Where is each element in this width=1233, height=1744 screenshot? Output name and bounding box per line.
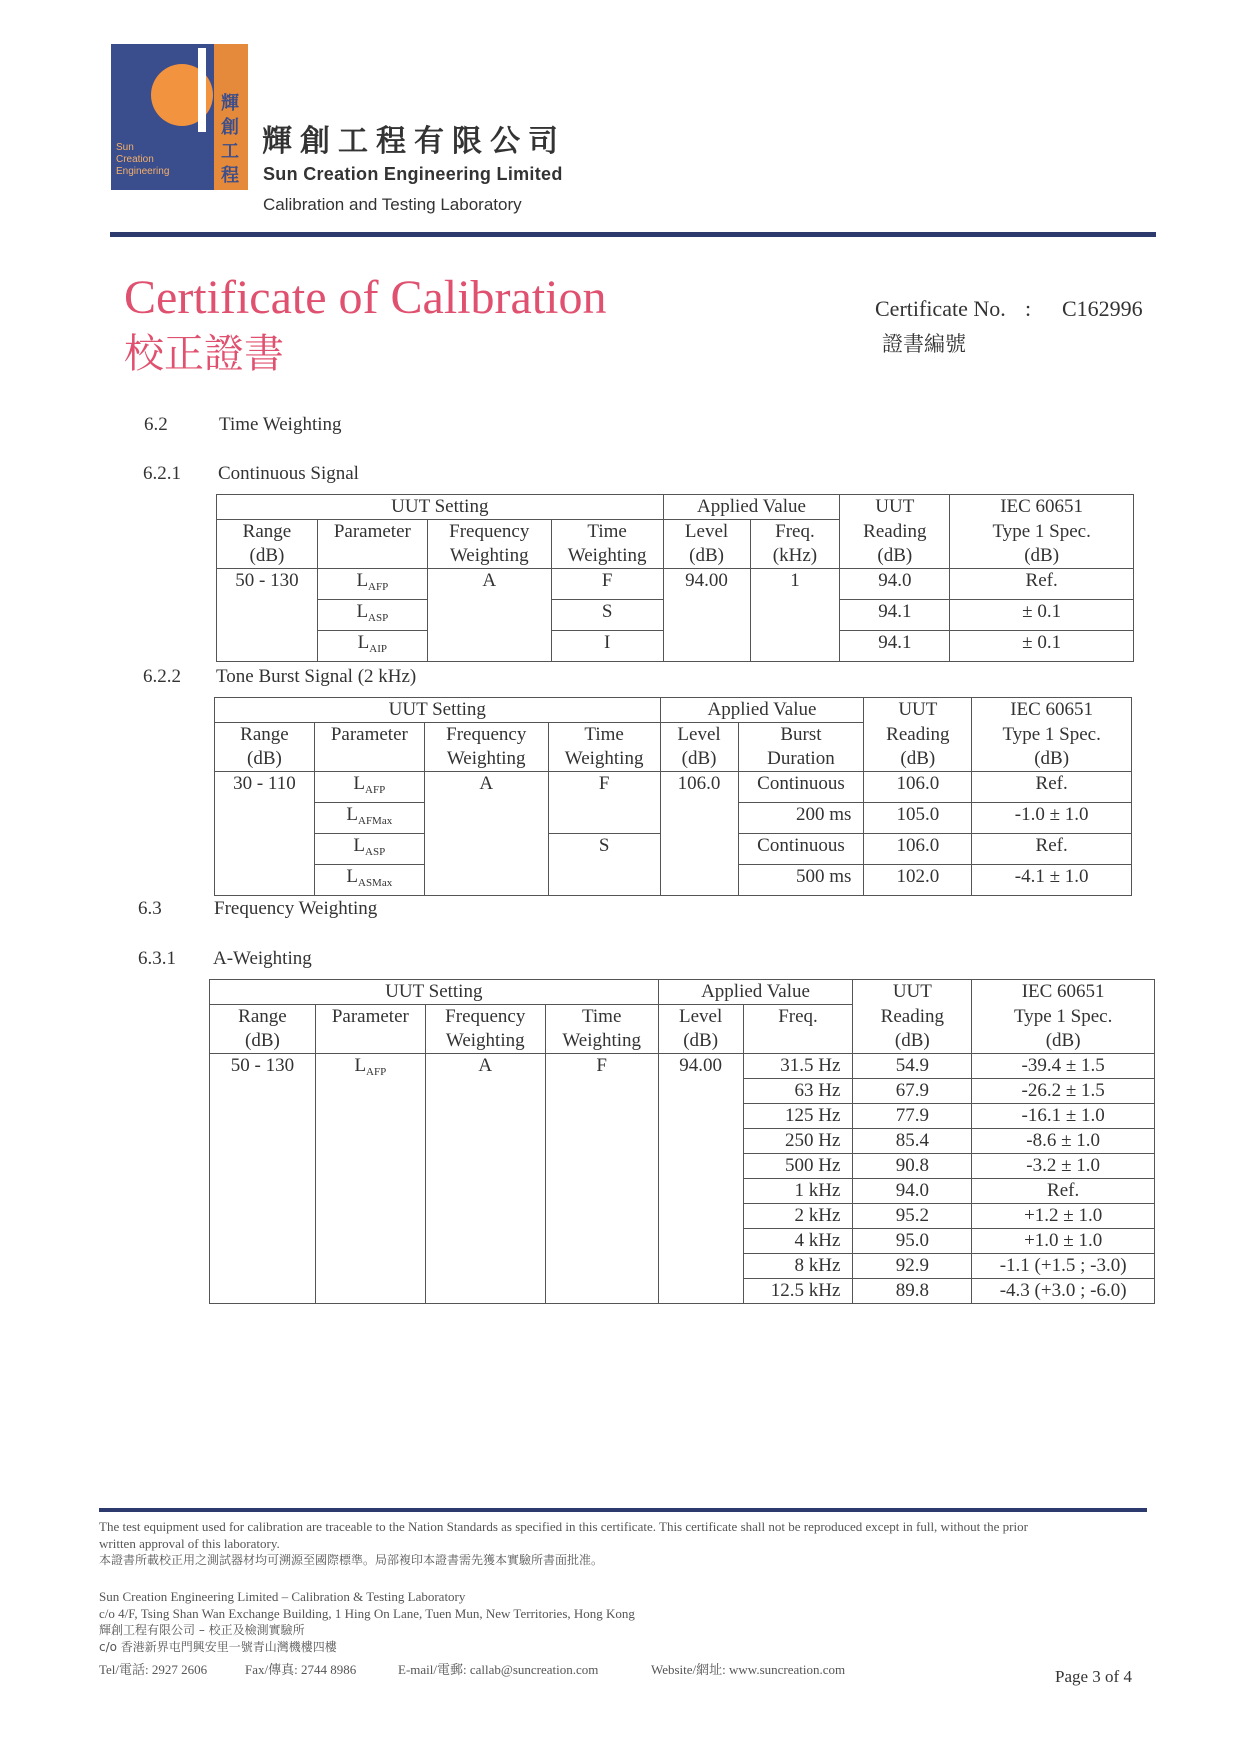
weighting-label: Weighting xyxy=(567,545,647,566)
footer-fax: Fax/傳真: 2744 8986 xyxy=(245,1662,357,1677)
db-label: (dB) xyxy=(247,748,282,769)
address-line-cn: 輝創工程有限公司 – 校正及檢測實驗所 xyxy=(99,1623,305,1637)
param-symbol: L xyxy=(356,570,369,591)
reading-value: 89.8 xyxy=(853,1279,972,1304)
weighting-label: Weighting xyxy=(445,1030,525,1051)
frequency-weighting-value: A xyxy=(424,772,548,896)
khz-label: (kHz) xyxy=(772,545,818,566)
section-number: 6.2.1 xyxy=(143,463,181,484)
page-number: Page 3 of 4 xyxy=(1055,1667,1132,1686)
time-label: Time xyxy=(587,521,627,542)
param-subscript: AFP xyxy=(365,784,386,796)
header-time-weighting xyxy=(548,723,660,772)
reading-value: 90.8 xyxy=(853,1154,972,1179)
burst-value: Continuous xyxy=(738,834,864,865)
level-value: 94.00 xyxy=(663,569,750,662)
header-time-weighting xyxy=(545,1005,658,1054)
level-value: 94.00 xyxy=(658,1054,743,1304)
frequency-label: Frequency xyxy=(445,1006,526,1027)
header-uut: UUT xyxy=(864,698,972,723)
certificate-no-value: C162996 xyxy=(1062,296,1143,321)
spec-value: Ref. xyxy=(972,1179,1155,1204)
freq-value: 63 Hz xyxy=(743,1079,853,1104)
db-label: (dB) xyxy=(894,1029,930,1051)
header-divider xyxy=(110,232,1156,237)
freq-value: 500 Hz xyxy=(743,1154,853,1179)
time-weighting-value: S xyxy=(551,600,663,631)
company-name-en: Sun Creation Engineering Limited xyxy=(263,164,563,184)
spec-value: +1.0 ± 1.0 xyxy=(972,1229,1155,1254)
header-burst-duration xyxy=(738,723,864,772)
header-frequency-weighting xyxy=(427,520,551,569)
freq-label: Freq. xyxy=(775,521,815,542)
db-label: (dB) xyxy=(689,545,724,566)
a-weighting-table xyxy=(209,979,1155,1304)
parameter-value xyxy=(314,865,424,896)
reading-value: 92.9 xyxy=(853,1254,972,1279)
header-range xyxy=(210,1005,316,1054)
param-symbol: L xyxy=(357,632,370,653)
reading-value: 106.0 xyxy=(864,834,972,865)
reading-label: Reading xyxy=(863,520,927,542)
header-applied-value: Applied Value xyxy=(663,495,840,520)
spec-value: -39.4 ± 1.5 xyxy=(972,1054,1155,1079)
section-number: 6.3.1 xyxy=(138,948,176,969)
header-reading xyxy=(864,723,972,772)
header-applied-value: Applied Value xyxy=(660,698,864,723)
level-value: 106.0 xyxy=(660,772,738,896)
parameter-label: Parameter xyxy=(330,724,408,745)
freq-label: Freq. xyxy=(778,1006,818,1027)
duration-label: Duration xyxy=(767,748,835,769)
spec-value: +1.2 ± 1.0 xyxy=(972,1204,1155,1229)
reading-value: 95.0 xyxy=(853,1229,972,1254)
address-line-cn: c/o 香港新界屯門興安里一號青山灣機樓四樓 xyxy=(99,1640,337,1654)
header-uut: UUT xyxy=(840,495,950,520)
burst-label: Burst xyxy=(780,724,822,745)
db-label: (dB) xyxy=(1034,747,1070,769)
freq-value: 125 Hz xyxy=(743,1104,853,1129)
continuous-signal-table xyxy=(216,494,1134,662)
header-applied-value: Applied Value xyxy=(658,980,853,1005)
header-freq xyxy=(750,520,840,569)
header-uut-setting: UUT Setting xyxy=(217,495,664,520)
freq-value: 4 kHz xyxy=(743,1229,853,1254)
header-uut-setting: UUT Setting xyxy=(215,698,661,723)
param-symbol: L xyxy=(353,835,366,856)
header-spec xyxy=(972,1005,1155,1054)
reading-value: 67.9 xyxy=(853,1079,972,1104)
spec-value: -1.1 (+1.5 ; -3.0) xyxy=(972,1254,1155,1279)
reading-value: 105.0 xyxy=(864,803,972,834)
burst-value: Continuous xyxy=(738,772,864,803)
header-level xyxy=(663,520,750,569)
header-uut: UUT xyxy=(853,980,972,1005)
logo-text-cn: 輝創工程 xyxy=(221,93,239,186)
section-heading: Frequency Weighting xyxy=(214,898,378,919)
param-symbol: L xyxy=(346,866,358,887)
certificate-title-en: Certificate of Calibration xyxy=(124,271,607,324)
param-subscript: ASP xyxy=(365,846,386,858)
db-label: (dB) xyxy=(683,1030,719,1051)
param-subscript: AFMax xyxy=(358,815,393,827)
header-freq xyxy=(743,1005,853,1054)
freq-value: 8 kHz xyxy=(743,1254,853,1279)
db-label: (dB) xyxy=(877,544,913,566)
param-subscript: ASP xyxy=(368,612,389,624)
type1-label: Type 1 Spec. xyxy=(992,520,1091,542)
freq-value: 31.5 Hz xyxy=(743,1054,853,1079)
disclaimer-line: The test equipment used for calibration are traceable to the Nation Standards as specified in this certificate. This certificate shall not be reproduced except in full, without the prior xyxy=(99,1519,1028,1534)
reading-value: 85.4 xyxy=(853,1129,972,1154)
freq-value: 1 xyxy=(750,569,840,662)
parameter-label: Parameter xyxy=(333,521,411,542)
logo-en-line: Sun xyxy=(116,142,134,153)
reading-value: 94.1 xyxy=(840,631,950,662)
reading-label: Reading xyxy=(880,1005,944,1027)
logo-en-line: Engineering xyxy=(116,166,170,177)
range-label: Range xyxy=(238,1006,287,1027)
parameter-value xyxy=(317,569,427,600)
parameter-value xyxy=(317,631,427,662)
section-heading: Continuous Signal xyxy=(218,463,359,484)
range-value: 50 - 130 xyxy=(217,569,318,662)
header-spec xyxy=(972,723,1132,772)
freq-value: 250 Hz xyxy=(743,1129,853,1154)
level-label: Level xyxy=(684,521,729,542)
spec-value: Ref. xyxy=(972,772,1132,803)
freq-value: 1 kHz xyxy=(743,1179,853,1204)
param-subscript: AFP xyxy=(366,1066,387,1078)
section-number: 6.3 xyxy=(138,898,162,919)
time-weighting-value: F xyxy=(545,1054,658,1304)
header-level xyxy=(658,1005,743,1054)
header-level xyxy=(660,723,738,772)
spec-value: ± 0.1 xyxy=(950,600,1134,631)
header-iec: IEC 60651 xyxy=(972,980,1155,1005)
param-symbol: L xyxy=(354,1055,367,1076)
time-label: Time xyxy=(584,724,624,745)
header-parameter xyxy=(315,1005,425,1054)
tone-burst-table xyxy=(214,697,1132,896)
type1-label: Type 1 Spec. xyxy=(1002,723,1101,745)
footer-website[interactable]: Website/網址: www.suncreation.com xyxy=(651,1662,846,1677)
certificate-no-colon: : xyxy=(1025,296,1032,321)
reading-value: 102.0 xyxy=(864,865,972,896)
certificate-no-label: Certificate No. xyxy=(875,296,1006,321)
db-label: (dB) xyxy=(249,545,285,566)
disclaimer-line: written approval of this laboratory. xyxy=(99,1536,280,1551)
parameter-value xyxy=(314,772,424,803)
parameter-value xyxy=(315,1054,425,1304)
header-range xyxy=(217,520,318,569)
type1-label: Type 1 Spec. xyxy=(1013,1005,1113,1027)
parameter-value xyxy=(314,803,424,834)
reading-value: 95.2 xyxy=(853,1204,972,1229)
header-uut-setting: UUT Setting xyxy=(210,980,659,1005)
address-line: c/o 4/F, Tsing Shan Wan Exchange Building, 1 Hing On Lane, Tuen Mun, New Territories, Hong Kong xyxy=(99,1606,635,1621)
parameter-value xyxy=(317,600,427,631)
spec-value: -3.2 ± 1.0 xyxy=(972,1154,1155,1179)
range-value: 30 - 110 xyxy=(215,772,315,896)
reading-value: 77.9 xyxy=(853,1104,972,1129)
header-reading xyxy=(840,520,950,569)
param-symbol: L xyxy=(356,601,369,622)
parameter-label: Parameter xyxy=(331,1006,409,1027)
spec-value: Ref. xyxy=(950,569,1134,600)
param-subscript: AFP xyxy=(368,581,389,593)
level-label: Level xyxy=(678,1006,723,1027)
frequency-label: Frequency xyxy=(446,724,527,745)
time-weighting-value: F xyxy=(551,569,663,600)
param-symbol: L xyxy=(346,804,358,825)
weighting-label: Weighting xyxy=(446,748,526,769)
spec-value: Ref. xyxy=(972,834,1132,865)
address-line: Sun Creation Engineering Limited – Calibration & Testing Laboratory xyxy=(99,1589,466,1604)
time-weighting-value: F xyxy=(548,772,660,834)
header-frequency-weighting xyxy=(425,1005,545,1054)
burst-value: 200 ms xyxy=(738,803,864,834)
freq-value: 2 kHz xyxy=(743,1204,853,1229)
spec-value: ± 0.1 xyxy=(950,631,1134,662)
header-reading xyxy=(853,1005,972,1054)
db-label: (dB) xyxy=(900,747,936,769)
burst-value: 500 ms xyxy=(738,865,864,896)
header-iec: IEC 60651 xyxy=(950,495,1134,520)
reading-value: 54.9 xyxy=(853,1054,972,1079)
logo-en-line: Creation xyxy=(116,154,154,165)
spec-value: -1.0 ± 1.0 xyxy=(972,803,1132,834)
section-heading: Time Weighting xyxy=(219,414,342,435)
db-label: (dB) xyxy=(1045,1029,1081,1051)
weighting-label: Weighting xyxy=(449,545,529,566)
spec-value: -26.2 ± 1.5 xyxy=(972,1079,1155,1104)
company-subtitle: Calibration and Testing Laboratory xyxy=(263,195,522,214)
spec-value: -16.1 ± 1.0 xyxy=(972,1104,1155,1129)
frequency-weighting-value: A xyxy=(427,569,551,662)
param-subscript: AIP xyxy=(369,643,387,655)
db-label: (dB) xyxy=(681,748,717,769)
certificate-no-label-cn: 證書編號 xyxy=(882,332,966,356)
reading-value: 94.1 xyxy=(840,600,950,631)
parameter-value xyxy=(314,834,424,865)
db-label: (dB) xyxy=(245,1030,280,1051)
range-value: 50 - 130 xyxy=(210,1054,316,1304)
header-iec: IEC 60651 xyxy=(972,698,1132,723)
freq-value: 12.5 kHz xyxy=(743,1279,853,1304)
weighting-label: Weighting xyxy=(564,748,644,769)
header-parameter xyxy=(314,723,424,772)
frequency-label: Frequency xyxy=(449,521,530,542)
footer-address xyxy=(99,1588,999,1656)
footer-email[interactable]: E-mail/電郵: callab@suncreation.com xyxy=(398,1662,599,1677)
section-number: 6.2.2 xyxy=(143,666,181,687)
company-name-cn: 輝創工程有限公司 xyxy=(262,124,566,159)
db-label: (dB) xyxy=(1024,544,1060,566)
footer-disclaimer xyxy=(99,1518,1149,1569)
frequency-weighting-value: A xyxy=(425,1054,545,1304)
param-subscript: ASMax xyxy=(358,877,393,889)
footer-tel: Tel/電話: 2927 2606 xyxy=(99,1662,208,1677)
section-number: 6.2 xyxy=(144,414,168,435)
reading-value: 106.0 xyxy=(864,772,972,803)
header-parameter xyxy=(317,520,427,569)
time-weighting-value: S xyxy=(548,834,660,896)
logo-bar xyxy=(198,48,206,132)
spec-value: -4.1 ± 1.0 xyxy=(972,865,1132,896)
section-heading: A-Weighting xyxy=(213,948,312,969)
footer-divider xyxy=(99,1508,1147,1512)
header-time-weighting xyxy=(551,520,663,569)
disclaimer-line-cn: 本證書所載校正用之測試器材均可溯源至國際標準。局部複印本證書需先獲本實驗所書面批准。 xyxy=(99,1553,604,1567)
reading-value: 94.0 xyxy=(853,1179,972,1204)
certificate-title-cn: 校正證書 xyxy=(124,331,284,377)
section-heading: Tone Burst Signal (2 kHz) xyxy=(216,666,417,687)
reading-value: 94.0 xyxy=(840,569,950,600)
time-label: Time xyxy=(581,1006,622,1027)
weighting-label: Weighting xyxy=(562,1030,642,1051)
level-label: Level xyxy=(677,724,721,745)
spec-value: -4.3 (+3.0 ; -6.0) xyxy=(972,1279,1155,1304)
logo-text-en xyxy=(116,142,169,178)
param-symbol: L xyxy=(353,773,366,794)
range-label: Range xyxy=(240,724,289,745)
spec-value: -8.6 ± 1.0 xyxy=(972,1129,1155,1154)
header-spec xyxy=(950,520,1134,569)
header-range xyxy=(215,723,315,772)
reading-label: Reading xyxy=(886,723,950,745)
range-label: Range xyxy=(242,521,292,542)
time-weighting-value: I xyxy=(551,631,663,662)
header-frequency-weighting xyxy=(424,723,548,772)
